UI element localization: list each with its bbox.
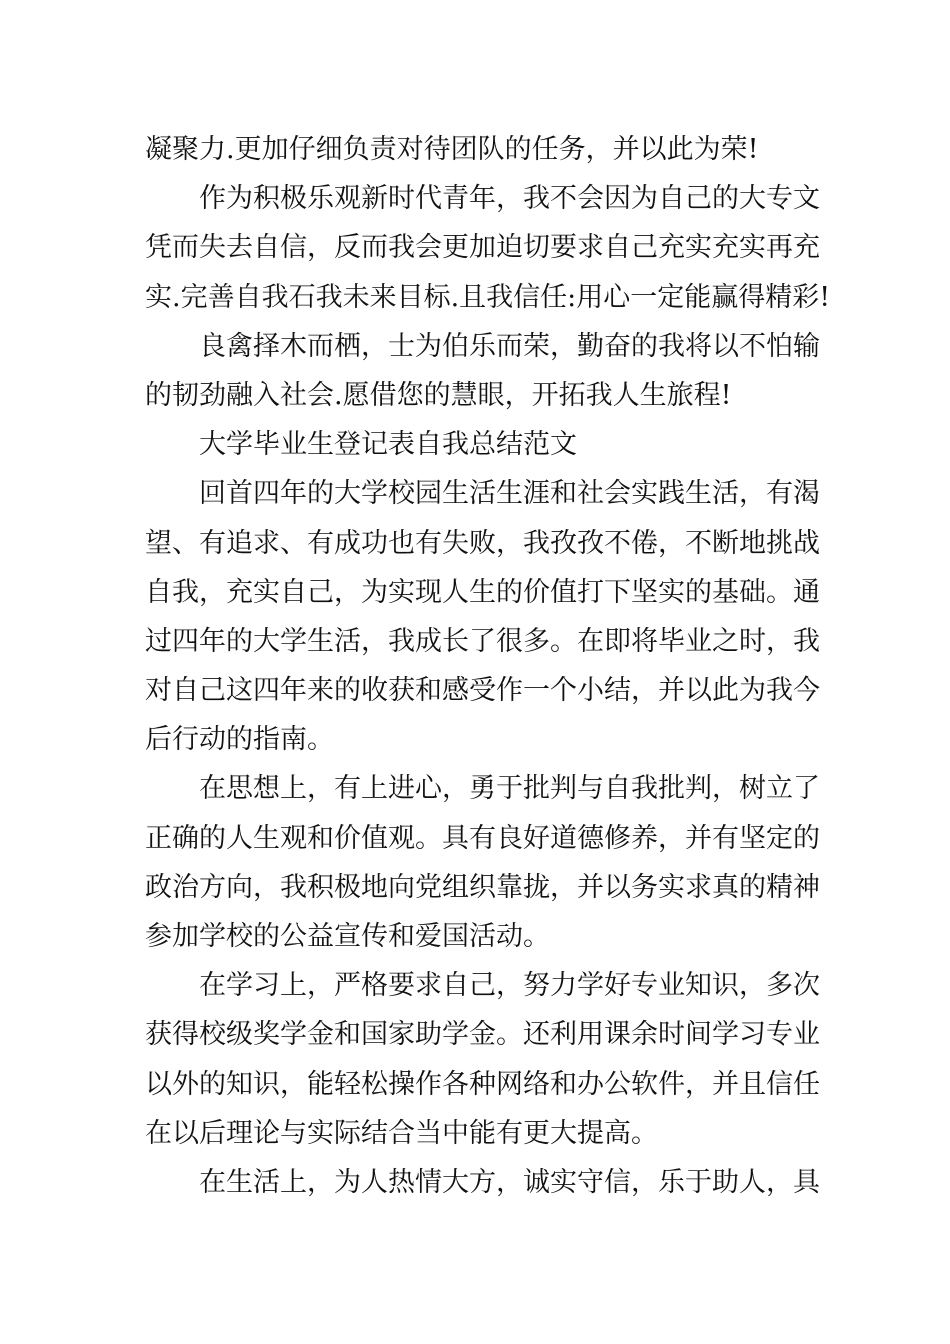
text-line: 政治方向，我积极地向党组织靠拢，并以务实求真的精神 bbox=[145, 871, 820, 903]
text-line: 在生活上，为人热情大方，诚实守信，乐于助人，具 bbox=[199, 1166, 820, 1198]
text-line: 凝聚力.更加仔细负责对待团队的任务，并以此为荣! bbox=[145, 134, 759, 165]
text-line: 对自己这四年来的收获和感受作一个小结，并以此为我今 bbox=[145, 675, 820, 707]
text-line: 自我，充实自己，为实现人生的价值打下坚实的基础。通 bbox=[145, 576, 820, 608]
text-line: 正确的人生观和价值观。具有良好道德修养，并有坚定的 bbox=[145, 822, 820, 854]
document-body bbox=[145, 125, 831, 1207]
text-line: 后行动的指南。 bbox=[145, 724, 334, 756]
text-line: 实.完善自我石我未来目标.且我信任:用心一定能赢得精彩! bbox=[145, 281, 831, 313]
text-line: 参加学校的公益宣传和爱国活动。 bbox=[145, 921, 550, 952]
text-line: 在以后理论与实际结合当中能有更大提高。 bbox=[145, 1117, 658, 1149]
text-line: 良禽择木而栖，士为伯乐而荣，勤奋的我将以不怕输 bbox=[199, 330, 820, 362]
text-line: 回首四年的大学校园生活生涯和社会实践生活，有渴 bbox=[199, 478, 820, 510]
text-line: 以外的知识，能轻松操作各种网络和办公软件，并且信任 bbox=[145, 1068, 820, 1100]
text-line: 获得校级奖学金和国家助学金。还利用课余时间学习专业 bbox=[145, 1019, 820, 1051]
text-line: 凭而失去自信，反而我会更加迫切要求自己充实充实再充 bbox=[145, 232, 820, 264]
text-line: 在思想上，有上进心，勇于批判与自我批判，树立了 bbox=[199, 773, 820, 805]
text-line: 在学习上，严格要求自己，努力学好专业知识，多次 bbox=[199, 970, 820, 1002]
text-line: 过四年的大学生活，我成长了很多。在即将毕业之时，我 bbox=[145, 625, 820, 657]
text-line: 的韧劲融入社会.愿借您的慧眼，开拓我人生旅程! bbox=[145, 379, 732, 411]
text-line: 作为积极乐观新时代青年，我不会因为自己的大专文 bbox=[199, 183, 820, 215]
text-line: 望、有追求、有成功也有失败，我孜孜不倦，不断地挑战 bbox=[145, 527, 820, 559]
text-line: 大学毕业生登记表自我总结范文 bbox=[199, 429, 577, 461]
